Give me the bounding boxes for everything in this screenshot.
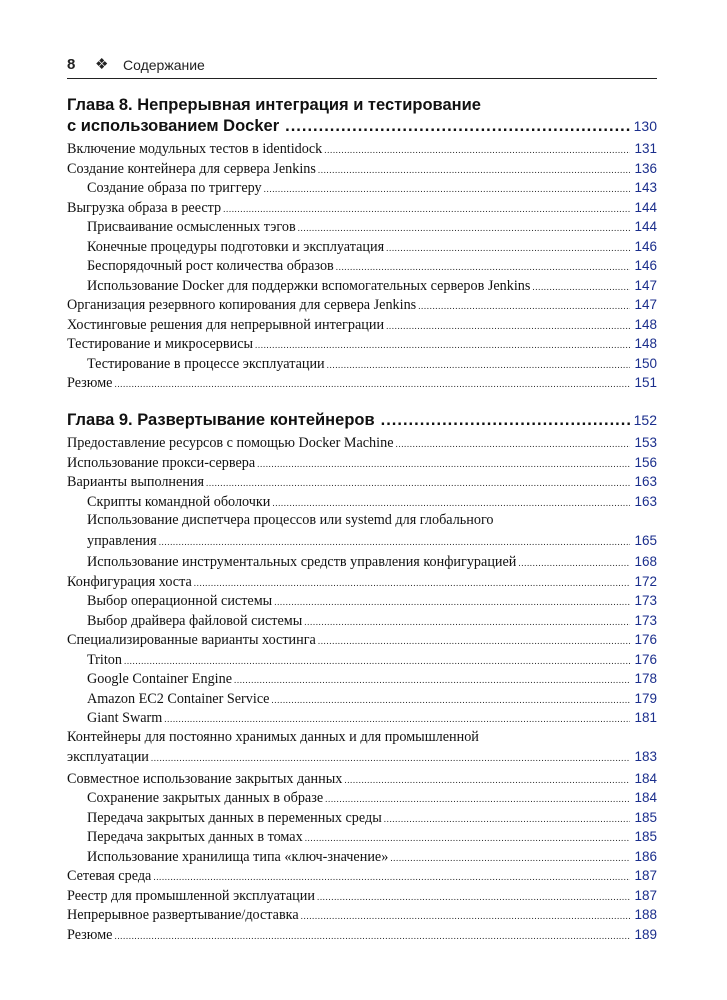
entry-label-line-1: Контейнеры для постоянно хранимых данных и для промышленной: [67, 728, 479, 745]
entry-page: 144: [634, 219, 657, 234]
dot-leader: [255, 336, 630, 356]
entry-page: 178: [634, 671, 657, 686]
toc-subentry[interactable]: [67, 788, 657, 808]
dot-leader: [386, 239, 630, 259]
dot-leader: [381, 410, 630, 431]
dot-leader: [153, 868, 630, 888]
entry-label: Передача закрытых данных в переменных среды: [87, 809, 382, 826]
entry-label: Специализированные варианты хостинга: [67, 632, 316, 648]
toc-entry[interactable]: [67, 630, 657, 650]
entry-label-line-1: Использование диспетчера процессов или systemd для глобального: [87, 512, 494, 528]
entry-label: Беспорядочный рост количества образов: [87, 258, 334, 274]
entry-label: Конечные процедуры подготовки и эксплуатация: [87, 238, 385, 255]
dot-leader: [114, 375, 630, 395]
entry-label: Скрипты командной оболочки: [87, 493, 271, 510]
toc-entry[interactable]: [67, 373, 657, 393]
entry-label: Реестр для промышленной эксплуатации: [67, 887, 315, 904]
entry-label: Triton: [87, 651, 122, 668]
toc-subentry[interactable]: [67, 552, 657, 572]
dot-leader: [384, 810, 631, 830]
toc-entry[interactable]: [67, 139, 657, 159]
entry-label: Варианты выполнения: [67, 474, 205, 490]
entry-page: 187: [634, 887, 657, 903]
entry-page: 172: [634, 573, 657, 589]
dot-leader: [124, 652, 631, 672]
toc-subentry[interactable]: [67, 276, 657, 296]
entry-label: Непрерывное развертывание/доставка: [67, 907, 299, 923]
entry-page: 146: [634, 258, 657, 273]
toc-entry[interactable]: [67, 572, 657, 592]
entry-label: Использование инструментальных средств управления конфигурацией: [87, 554, 517, 570]
entry-label: Совместное использование закрытых данных: [67, 770, 343, 787]
dot-leader: [274, 593, 630, 613]
entry-label: Amazon EC2 Container Service: [87, 690, 270, 707]
entry-page: 148: [634, 336, 657, 351]
dot-leader: [298, 219, 631, 239]
toc-subentry[interactable]: [67, 217, 657, 237]
dot-leader: [159, 533, 631, 553]
entry-page: 150: [634, 355, 657, 371]
dot-leader: [223, 200, 630, 220]
toc-subentry[interactable]: [67, 650, 657, 670]
toc-entry[interactable]: [67, 334, 657, 354]
entry-label: Создание контейнера для сервера Jenkins: [67, 160, 316, 177]
dot-leader: [318, 632, 631, 652]
chapter-8-title-line-2: с использованием Docker: [67, 117, 280, 135]
entry-label: Создание образа по триггеру: [87, 180, 262, 196]
entry-label-line-2: эксплуатации: [67, 749, 149, 765]
dot-leader: [301, 907, 631, 927]
entry-page: 131: [634, 141, 657, 156]
dot-leader: [386, 317, 630, 337]
dot-leader: [151, 749, 631, 769]
dot-leader: [325, 790, 630, 810]
dot-leader: [418, 297, 630, 317]
entry-page: 189: [634, 926, 657, 942]
entry-label: Хостинговые решения для непрерывной интеграции: [67, 316, 385, 333]
toc-entry[interactable]: [67, 433, 657, 453]
entry-page: 147: [634, 297, 657, 312]
entry-label: Выбор драйвера файловой системы: [87, 612, 303, 629]
entry-page: 144: [634, 199, 657, 215]
chapter-8-heading[interactable]: [67, 95, 657, 137]
entry-page: 185: [634, 809, 657, 825]
entry-page: 153: [634, 435, 657, 450]
chapter-8-title-line-1: Глава 8. Непрерывная интеграция и тестирование: [67, 96, 481, 114]
entry-page: 136: [634, 160, 657, 176]
toc-entry[interactable]: [67, 472, 657, 492]
entry-label-line-2: управления: [87, 532, 157, 549]
dot-leader: [390, 849, 630, 869]
entry-label: Резюме: [67, 926, 113, 943]
dot-leader: [285, 116, 630, 137]
entry-page: 186: [634, 848, 657, 864]
toc-entry[interactable]: [67, 315, 657, 335]
dot-leader: [317, 888, 631, 908]
dot-leader: [264, 180, 631, 200]
dot-leader: [271, 691, 630, 711]
page-header: [67, 54, 657, 79]
dot-leader: [234, 671, 630, 691]
chapter-9-title: Глава 9. Развертывание контейнеров: [67, 411, 375, 429]
entry-label: Google Container Engine: [87, 671, 232, 687]
dot-leader: [344, 771, 630, 791]
entry-label: Включение модульных тестов в identidock: [67, 141, 323, 157]
toc-entry[interactable]: [67, 769, 657, 789]
entry-page: 181: [634, 710, 657, 725]
toc-subentry[interactable]: [67, 669, 657, 689]
dot-leader: [396, 435, 631, 455]
entry-label: Резюме: [67, 375, 113, 391]
toc-subentry[interactable]: [67, 689, 657, 709]
entry-label: Присваивание осмысленных тэгов: [87, 219, 296, 235]
toc-entry[interactable]: [67, 886, 657, 906]
dot-leader: [318, 161, 631, 181]
chapter-8-section: [67, 95, 657, 393]
toc-subentry[interactable]: [67, 708, 657, 728]
entry-page: 188: [634, 907, 657, 922]
toc-subentry[interactable]: [67, 847, 657, 867]
entry-page: 173: [634, 593, 657, 608]
entry-page: 187: [634, 868, 657, 883]
toc-entry[interactable]: [67, 198, 657, 218]
entry-page: 151: [634, 375, 657, 390]
toc-subentry[interactable]: [67, 591, 657, 611]
toc-entry[interactable]: [67, 925, 657, 945]
entry-page: 168: [634, 554, 657, 569]
entry-label: Выбор операционной системы: [87, 593, 273, 609]
entry-label: Использование хранилища типа «ключ-значение»: [87, 848, 389, 865]
entry-page: 146: [634, 238, 657, 254]
entry-label: Выгрузка образа в реестр: [67, 199, 222, 216]
chapter-8-page: 130: [633, 118, 657, 134]
toc-subentry[interactable]: [67, 492, 657, 512]
toc-subentry[interactable]: [67, 808, 657, 828]
entry-page: 148: [634, 316, 657, 332]
entry-page: 184: [634, 770, 657, 786]
dot-leader: [327, 356, 631, 376]
entry-page: 185: [634, 829, 657, 844]
toc-entry[interactable]: [67, 905, 657, 925]
dot-leader: [532, 278, 630, 298]
toc-subentry[interactable]: [67, 237, 657, 257]
toc-subentry[interactable]: [67, 511, 657, 552]
entry-page: 163: [634, 474, 657, 489]
entry-label: Giant Swarm: [87, 710, 163, 726]
entry-page: 184: [634, 790, 657, 805]
chapter-9-section: [67, 410, 657, 944]
dot-leader: [336, 258, 631, 278]
entry-page: 173: [634, 612, 657, 628]
dot-leader: [114, 927, 630, 947]
entry-label: Конфигурация хоста: [67, 573, 192, 590]
dot-leader: [194, 574, 631, 594]
entry-page: 143: [634, 180, 657, 195]
toc-entry[interactable]: [67, 866, 657, 886]
running-title: Содержание: [123, 57, 205, 73]
dot-leader: [164, 710, 630, 730]
entry-label: Сохранение закрытых данных в образе: [87, 790, 324, 806]
entry-label: Тестирование в процессе эксплуатации: [87, 355, 325, 372]
toc-subentry[interactable]: [67, 256, 657, 276]
toc-entry[interactable]: [67, 295, 657, 315]
dot-leader: [257, 455, 630, 475]
ornament-icon: ❖: [95, 56, 109, 73]
dot-leader: [206, 474, 630, 494]
entry-page: 165: [634, 532, 657, 548]
dot-leader: [305, 829, 631, 849]
chapter-9-page: 152: [633, 412, 657, 428]
dot-leader: [304, 613, 630, 633]
dot-leader: [324, 141, 630, 161]
entry-label: Сетевая среда: [67, 868, 152, 884]
toc-subentry[interactable]: [67, 611, 657, 631]
toc-subentry[interactable]: [67, 827, 657, 847]
dot-leader: [518, 554, 630, 574]
toc-subentry[interactable]: [67, 354, 657, 374]
entry-label: Тестирование и микросервисы: [67, 336, 254, 352]
entry-label: Использование Docker для поддержки вспомогательных серверов Jenkins: [87, 277, 531, 294]
entry-page: 176: [634, 632, 657, 647]
page-number: 8: [67, 56, 76, 73]
toc-entry[interactable]: [67, 453, 657, 473]
entry-page: 147: [634, 277, 657, 293]
toc-subentry[interactable]: [67, 178, 657, 198]
entry-page: 176: [634, 651, 657, 667]
toc-entry[interactable]: [67, 159, 657, 179]
entry-page: 156: [634, 454, 657, 470]
entry-label: Передача закрытых данных в томах: [87, 829, 303, 845]
entry-label: Организация резервного копирования для сервера Jenkins: [67, 297, 417, 313]
toc-entry[interactable]: [67, 728, 657, 769]
entry-label: Использование прокси-сервера: [67, 454, 256, 471]
entry-label: Предоставление ресурсов с помощью Docker Machine: [67, 435, 394, 451]
chapter-9-heading[interactable]: [67, 410, 657, 431]
entry-page: 179: [634, 690, 657, 706]
entry-page: 183: [634, 749, 657, 764]
entry-page: 163: [634, 493, 657, 509]
